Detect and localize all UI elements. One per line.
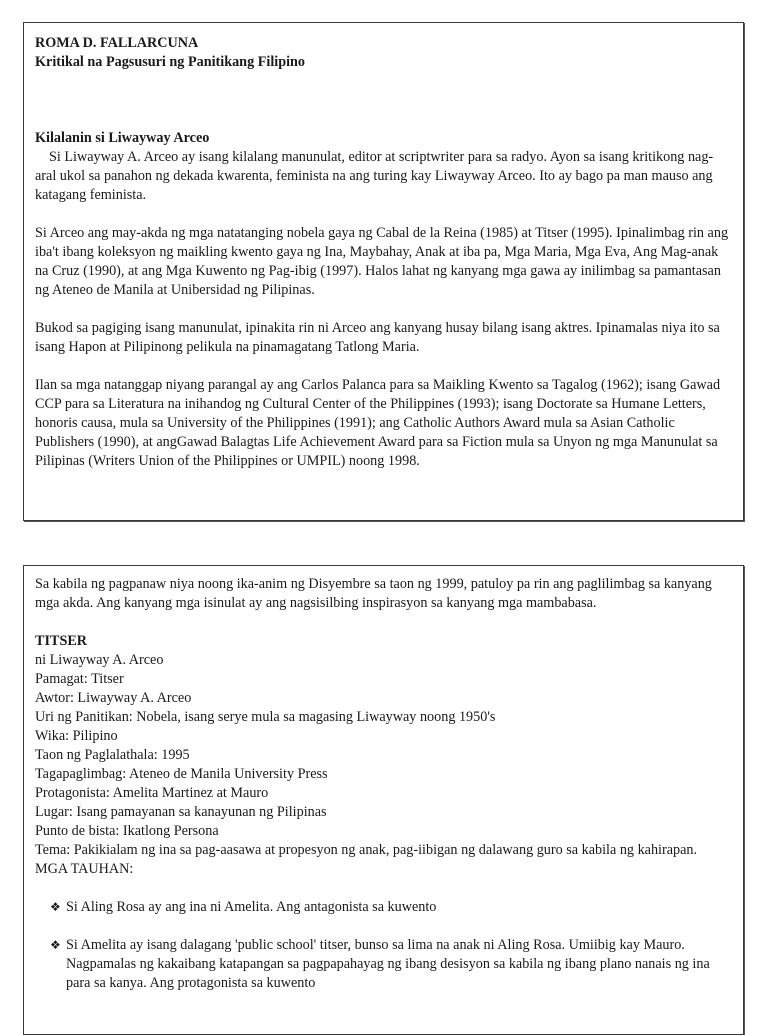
section-heading: Kilalanin si Liwayway Arceo xyxy=(35,130,210,146)
detail-line: ni Liwayway A. Arceo xyxy=(35,652,164,668)
author-name: ROMA D. FALLARCUNA xyxy=(35,35,199,51)
character-item xyxy=(35,936,731,993)
character-text: Si Amelita ay isang dalagang 'public school' titser, bunso sa lima na anak ni Aling Rosa. Umiibig kay Mauro. Nagpamalas ng kakaibang katapangan sa pagpapahayag ng ibang desisyon sa kabila ng ibang plano nanais ng ina para sa kanya. Ang protagonista sa kuwento xyxy=(66,937,710,991)
detail-line: Awtor: Liwayway A. Arceo xyxy=(35,690,192,706)
detail-line: Tagapaglimbag: Ateneo de Manila University Press xyxy=(35,766,328,782)
character-item xyxy=(35,898,731,917)
diamond-bullet-icon: ❖ xyxy=(50,900,61,914)
detail-line: MGA TAUHAN: xyxy=(35,861,134,877)
detail-line: Tema: Pakikialam ng ina sa pag-aasawa at propesyon ng anak, pag-iibigan ng dalawang guro sa kabila ng kahirapan. xyxy=(35,842,698,858)
detail-line: Protagonista: Amelita Martinez at Mauro xyxy=(35,785,269,801)
paragraph-3: Bukod sa pagiging isang manunulat, ipinakita rin ni Arceo ang kanyang husay bilang isang aktres. Ipinamalas niya ito sa isang Hapon at Pilipinong pelikula na pinamagatang Tatlong Maria. xyxy=(35,320,720,355)
page-2-content xyxy=(35,575,731,993)
detail-line: Lugar: Isang pamayanan sa kanayunan ng Pilipinas xyxy=(35,804,327,820)
detail-line: Punto de bista: Ikatlong Persona xyxy=(35,823,219,839)
paragraph-4: Ilan sa mga natanggap niyang parangal ay ang Carlos Palanca para sa Maikling Kwento sa Tagalog (1962); isang Gawad CCP para sa Literatura na inihandog ng Cultural Center of the Philippines (1993); isang Doctorate sa Humane Letters, honoris causa, mula sa University of the Philippines (1991); ang Catholic Authors Award mula sa Asian Catholic Publishers (1990), at angGawad Balagtas Life Achievement Award para sa Fiction mula sa Unyon ng mga Manunulat sa Pilipinas (Writers Union of the Philippines or UMPIL) noong 1998. xyxy=(35,377,721,469)
document-page-1 xyxy=(23,22,744,521)
character-text: Si Aling Rosa ay ang ina ni Amelita. Ang antagonista sa kuwento xyxy=(66,899,437,915)
detail-line: Taon ng Paglalathala: 1995 xyxy=(35,747,190,763)
intro-paragraph: Sa kabila ng pagpanaw niya noong ika-anim ng Disyembre sa taon ng 1999, patuloy pa rin ang paglilimbag sa kanyang mga akda. Ang kanyang mga isinulat ay ang nagsisilbing inspirasyon sa kanyang mga mambabasa. xyxy=(35,576,712,611)
detail-line: Wika: Pilipino xyxy=(35,728,118,744)
detail-line: Pamagat: Titser xyxy=(35,671,124,687)
course-title: Kritikal na Pagsusuri ng Panitikang Filipino xyxy=(35,54,306,70)
novel-title: TITSER xyxy=(35,633,88,649)
page-1-content xyxy=(35,34,731,471)
diamond-bullet-icon: ❖ xyxy=(50,938,61,952)
paragraph-1: Si Liwayway A. Arceo ay isang kilalang manunulat, editor at scriptwriter para sa radyo. Ayon sa isang kritikong nag-aral ukol sa panahon ng dekada kwarenta, feminista na ang turing kay Liwayway Arceo. Ito ay bago pa man mauso ang katagang feminista. xyxy=(35,149,714,203)
document-page-2 xyxy=(23,565,744,1035)
paragraph-2: Si Arceo ang may-akda ng mga natatanging nobela gaya ng Cabal de la Reina (1985) at Titser (1995). Ipinalimbag rin ang iba't ibang koleksyon ng maikling kwento gaya ng Ina, Maybahay, Anak at iba pa, Mga Maria, Mga Eva, Ang Mag-anak na Cruz (1990), at ang Mga Kuwento ng Pag-ibig (1997). Halos lahat ng kanyang mga gawa ay inilimbag sa pamantasan ng Ateneo de Manila at Unibersidad ng Pilipinas. xyxy=(35,225,729,298)
detail-line: Uri ng Panitikan: Nobela, isang serye mula sa magasing Liwayway noong 1950's xyxy=(35,709,496,725)
